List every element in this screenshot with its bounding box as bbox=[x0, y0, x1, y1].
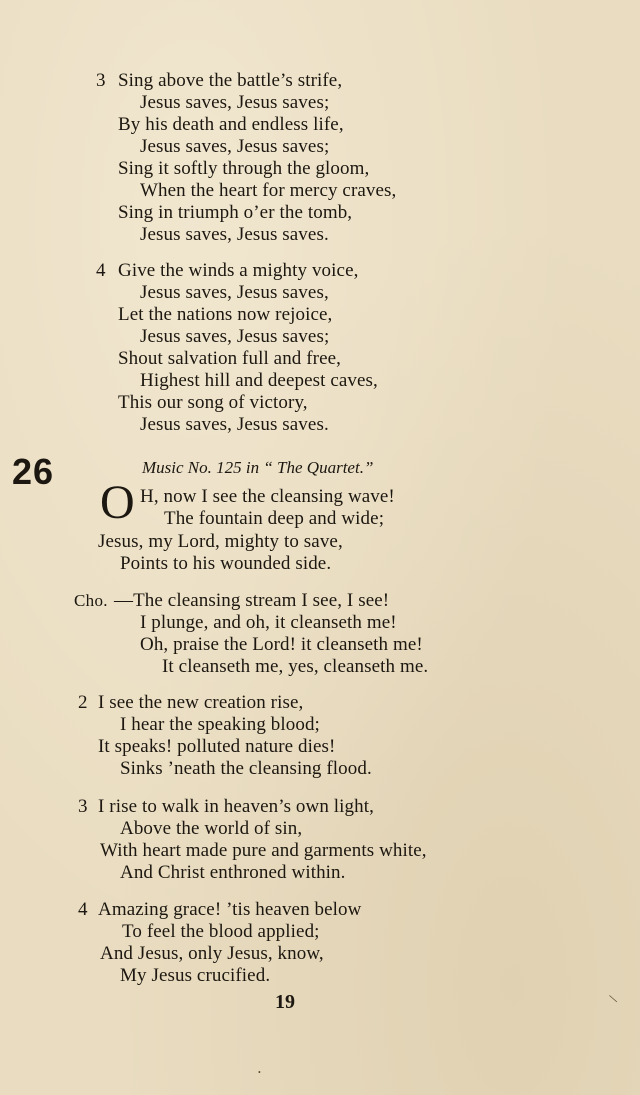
verse-line: Jesus saves, Jesus saves; bbox=[140, 326, 330, 347]
verse-line: Jesus saves, Jesus saves; bbox=[140, 136, 330, 157]
verse-line: I hear the speaking blood; bbox=[120, 714, 320, 735]
page-number: 19 bbox=[275, 991, 295, 1013]
verse-number: 2 bbox=[78, 692, 88, 713]
chorus-line: —The cleansing stream I see, I see! bbox=[114, 590, 390, 611]
verse-line: Jesus saves, Jesus saves; bbox=[140, 92, 330, 113]
print-speck: \ bbox=[608, 992, 620, 1008]
verse-line: With heart made pure and garments white, bbox=[100, 840, 427, 861]
verse-line: Amazing grace! ’tis heaven below bbox=[98, 899, 362, 920]
verse-line: Points to his wounded side. bbox=[120, 553, 332, 574]
verse-line: Shout salvation full and free, bbox=[118, 348, 342, 369]
verse-line: Let the nations now rejoice, bbox=[118, 304, 333, 325]
verse-line: Sing above the battle’s strife, bbox=[118, 70, 343, 91]
verse-number: 3 bbox=[78, 796, 88, 817]
chorus-label: Cho. bbox=[74, 591, 108, 610]
verse-line: H, now I see the cleansing wave! bbox=[140, 486, 395, 507]
verse-line: Sinks ’neath the cleansing flood. bbox=[120, 758, 372, 779]
music-reference: Music No. 125 in “ The Quartet.” bbox=[142, 458, 374, 477]
verse-line: The fountain deep and wide; bbox=[164, 508, 385, 529]
verse-number: 4 bbox=[96, 260, 106, 281]
chorus-line: It cleanseth me, yes, cleanseth me. bbox=[162, 656, 429, 677]
verse-number: 4 bbox=[78, 899, 88, 920]
chorus-line: Oh, praise the Lord! it cleanseth me! bbox=[140, 634, 423, 655]
verse-line: Jesus, my Lord, mighty to save, bbox=[98, 531, 343, 552]
verse-line: When the heart for mercy craves, bbox=[140, 180, 397, 201]
verse-line: Sing it softly through the gloom, bbox=[118, 158, 370, 179]
verse-line: And Jesus, only Jesus, know, bbox=[100, 943, 324, 964]
hymn-number: 26 bbox=[12, 451, 55, 492]
chorus-line: I plunge, and oh, it cleanseth me! bbox=[140, 612, 397, 633]
verse-line: My Jesus crucified. bbox=[120, 965, 271, 986]
verse-line: Jesus saves, Jesus saves. bbox=[140, 224, 329, 245]
verse-line: Give the winds a mighty voice, bbox=[118, 260, 359, 281]
verse-line: Jesus saves, Jesus saves, bbox=[140, 282, 329, 303]
verse-line: It speaks! polluted nature dies! bbox=[98, 736, 336, 757]
verse-line: Jesus saves, Jesus saves. bbox=[140, 414, 329, 435]
verse-line: By his death and endless life, bbox=[118, 114, 344, 135]
print-speck: • bbox=[258, 1068, 261, 1077]
verse-line: Sing in triumph o’er the tomb, bbox=[118, 202, 353, 223]
verse-line: Above the world of sin, bbox=[120, 818, 303, 839]
verse-line: Highest hill and deepest caves, bbox=[140, 370, 378, 391]
verse-line: I see the new creation rise, bbox=[98, 692, 304, 713]
drop-cap: O bbox=[100, 476, 135, 529]
verse-line: To feel the blood applied; bbox=[122, 921, 320, 942]
verse-line: This our song of victory, bbox=[118, 392, 308, 413]
verse-line: And Christ enthroned within. bbox=[120, 862, 346, 883]
verse-line: I rise to walk in heaven’s own light, bbox=[98, 796, 374, 817]
verse-number: 3 bbox=[96, 70, 106, 91]
